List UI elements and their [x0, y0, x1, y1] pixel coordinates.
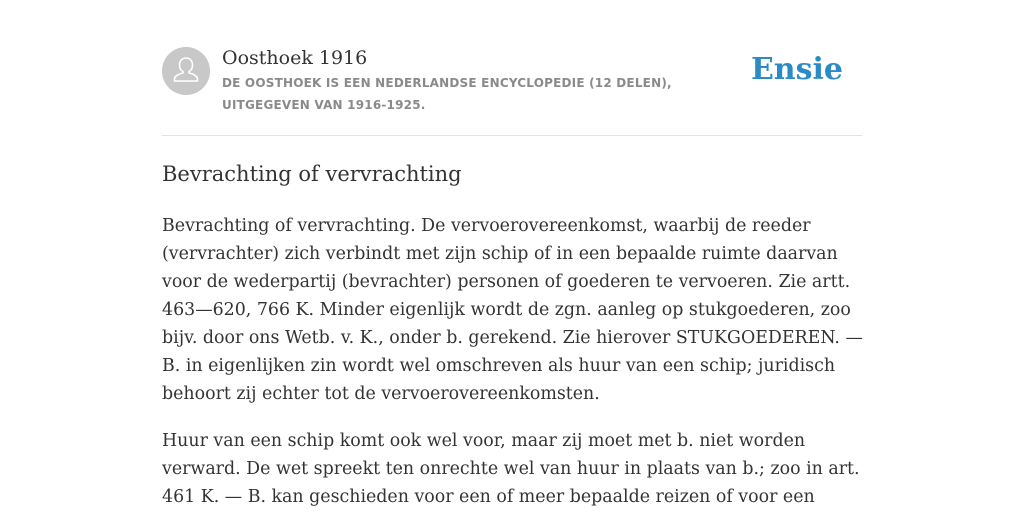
- user-icon: [162, 47, 210, 95]
- header-divider: [162, 135, 862, 136]
- source-description: DE OOSTHOEK IS EEN NEDERLANDSE ENCYCLOPEDIE (12 DELEN), UITGEGEVEN VAN 1916-1925.: [222, 76, 672, 112]
- source-name[interactable]: Oosthoek 1916: [222, 47, 368, 69]
- article-paragraph: Huur van een schip komt ook wel voor, maar zij moet met b. niet worden verward. De wet spreekt ten onrechte wel van huur in plaats van b.; zoo in art. 461 K. — B. kan geschieden voor een of meer bepaalde reizen of voor een: [162, 431, 860, 507]
- article-body: [162, 212, 868, 512]
- source-header: [162, 46, 862, 136]
- avatar: [162, 47, 210, 95]
- brand-logo[interactable]: Ensie: [750, 52, 843, 87]
- article-paragraph: Bevrachting of vervrachting. De vervoerovereenkomst, waarbij de reeder (vervrachter) zich verbindt met zijn schip of in een bepaalde ruimte daarvan voor de wederpartij (bevrachter) personen of goederen te vervoeren. Zie artt. 463—620, 766 K. Minder eigenlijk wordt de zgn. aanleg op stukgoederen, zoo bijv. door ons Wetb. v. K., onder b. gerekend. Zie hierover STUKGOEDEREN. — B. in eigenlijken zin wordt wel omschreven als huur van een schip; juridisch behoort zij echter tot de vervoerovereenkomsten.: [162, 216, 863, 404]
- article-title: Bevrachting of vervrachting: [162, 162, 462, 186]
